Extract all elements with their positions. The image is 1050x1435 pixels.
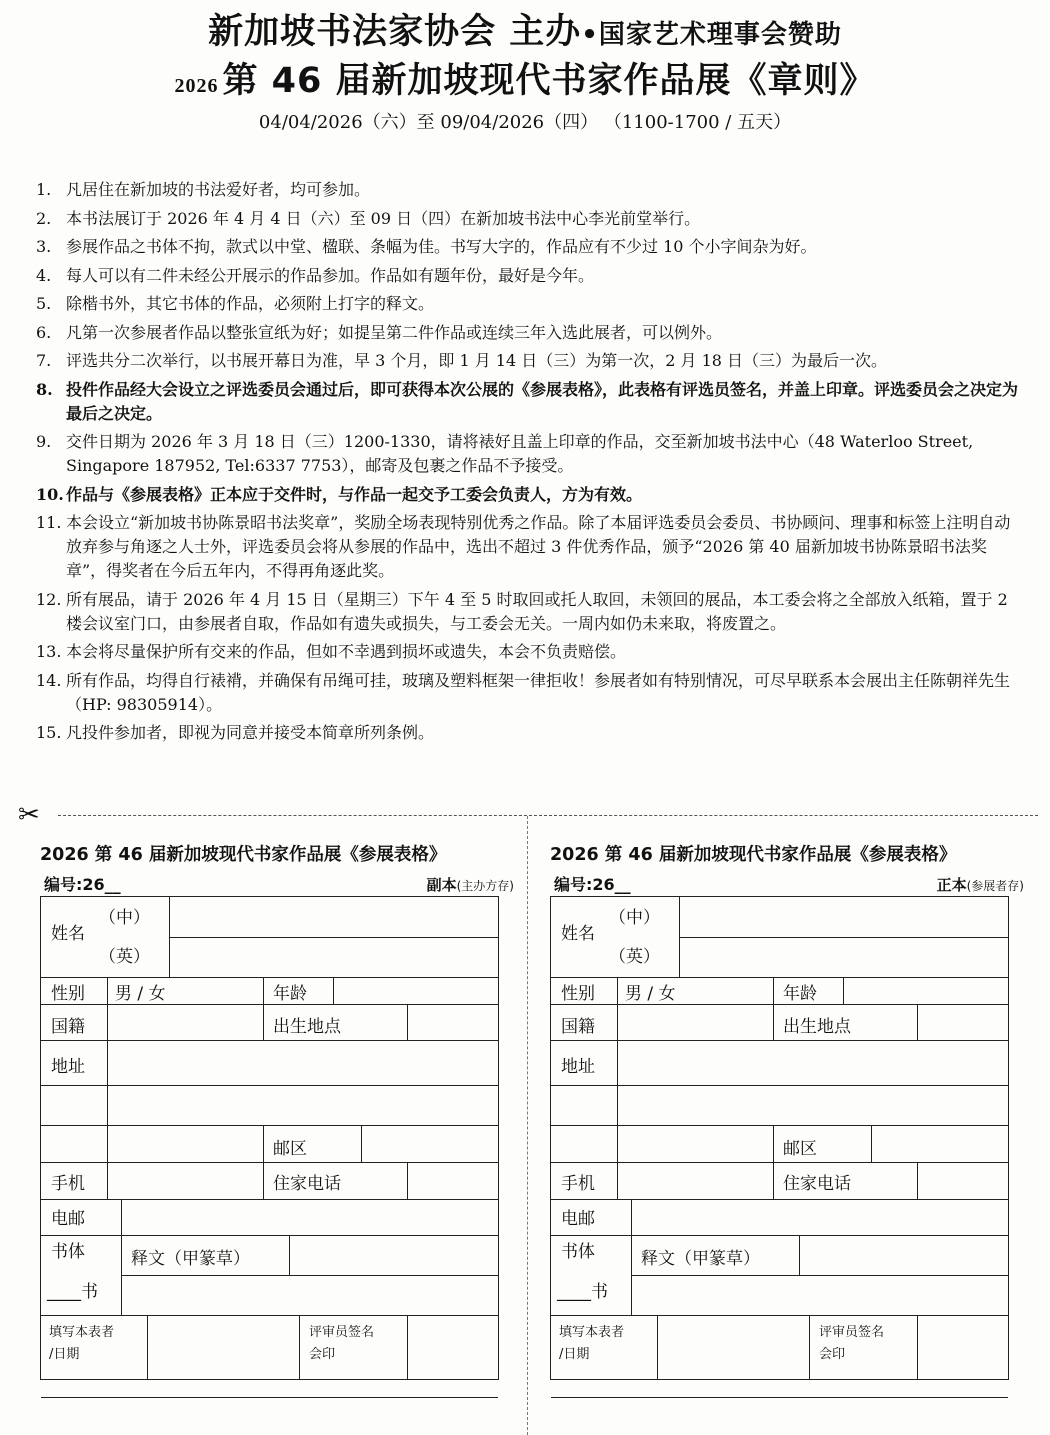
form-table [40,896,499,1380]
label-nationality: 国籍 [561,1017,595,1037]
table-rule [551,1162,1008,1163]
rule-number: 1. [36,180,52,199]
rule-item [36,669,1021,717]
rule-text: 本书法展订于 2026 年 4 月 4 日（六）至 09 日（四）在新加坡书法中心李光前堂举行。 [66,208,701,228]
scissors-icon: ✂ [18,800,40,830]
label-judge: 评审员签名 [309,1325,375,1340]
table-rule [551,1397,1008,1398]
sponsor-text: •国家艺术理事会赞助 [581,20,842,50]
label-script: 书体 [561,1242,595,1262]
rule-item [36,588,1021,636]
copy-note: (主办方存) [456,879,514,893]
rule-number: 3. [36,237,52,256]
rule-item [36,511,1021,583]
table-rule [917,1162,918,1199]
rule-item [36,292,1021,316]
form-title: 2026 第 46 届新加坡现代书家作品展《参展表格》 [550,845,957,865]
table-rule [147,1315,148,1379]
table-rule [299,1315,300,1379]
rule-item [36,349,1021,373]
table-rule [121,1199,122,1235]
table-rule [41,1085,498,1086]
label-en: （英） [99,947,150,967]
rule-number: 4. [36,265,52,285]
label-mobile: 手机 [561,1174,595,1194]
table-rule [809,1315,810,1379]
rule-text: 凡居住在新加坡的书法爱好者，均可参加。 [66,180,371,199]
rule-text: 凡第一次参展者作品以整张宣纸为好；如提呈第二件作品或连续三年入选此展者，可以例外。 [66,322,723,342]
form-number: 编号:26__ [554,875,631,894]
label-birthplace: 出生地点 [273,1017,341,1037]
label-filler: 填写本表者 [559,1325,625,1340]
rule-number: 9. [36,432,52,451]
table-rule [917,1315,918,1379]
form-subheader [550,868,1024,896]
label-birthplace: 出生地点 [783,1017,851,1037]
label-gender: 性别 [51,984,85,1004]
table-rule [631,1199,632,1235]
label-age: 年龄 [273,984,307,1004]
table-rule [107,977,108,1199]
table-rule [121,1275,498,1276]
label-date: /日期 [49,1347,80,1362]
document-header [0,10,1050,136]
rule-text: 本会设立“新加坡书协陈景昭书法奖章”，奖励全场表现特别优秀之作品。除了本届评选委员会委员、书协顾问、理事和标签上注明自动放弃参与角逐之人士外，评选委员会将从参展的作品中，选出不超过 3 件优秀作品，颁予“2026 第 40 届新加坡书协陈景昭书法奖章”，得奖者在今后五年内，不得再角逐此奖。 [66,513,1011,580]
label-age: 年龄 [783,984,817,1004]
entry-form-duplicate [40,842,514,1380]
table-rule [41,1162,498,1163]
rule-item [36,378,1021,426]
rule-item [36,483,1021,507]
rule-text: 本会将尽量保护所有交来的作品，但如不幸遇到损坏或遗失，本会不负责赔偿。 [66,642,627,661]
label-home-phone: 住家电话 [273,1174,341,1194]
table-rule [917,1004,918,1040]
title-year: 2026 [174,75,219,97]
table-rule [41,1235,498,1236]
rule-item [36,178,1021,202]
rule-text: 投件作品经大会设立之评选委员会通过后，即可获得本次公展的《参展表格》，此表格有评选员签名，并盖上印章。评选委员会之决定为最后之决定。 [66,379,1019,423]
label-gender-opts: 男 / 女 [115,984,166,1004]
rule-item [36,235,1021,259]
rule-text: 作品与《参展表格》正本应于交件时，与作品一起交予工委会负责人，方为有效。 [66,484,643,504]
rule-number: 2. [36,208,52,228]
table-rule [631,1235,632,1315]
table-rule [41,1125,498,1126]
title-text: 第 46 届新加坡现代书家作品展《章则》 [222,61,876,101]
table-rule [551,1040,1008,1041]
table-rule [773,1162,774,1199]
table-rule [679,897,680,977]
table-rule [657,1315,658,1379]
label-judge: 评审员签名 [819,1325,885,1340]
table-rule [169,897,170,977]
form-table [550,896,1009,1380]
rule-item [36,721,1021,745]
rule-text: 参展作品之书体不拘，款式以中堂、楹联、条幅为佳。书写大字的，作品应有不少过 10 个小字间杂为好。 [66,237,817,256]
table-rule [551,1004,1008,1005]
table-rule [41,1397,498,1398]
organizer-line [0,10,1050,57]
table-rule [41,1004,498,1005]
table-rule [773,977,774,1004]
rule-text: 除楷书外，其它书体的作品，必须附上打字的释文。 [66,294,435,313]
table-rule [263,1125,264,1162]
label-en: （英） [609,947,660,967]
label-gender-opts: 男 / 女 [625,984,676,1004]
label-home-phone: 住家电话 [783,1174,851,1194]
exhibition-title [0,59,1050,108]
label-script-blank: ____书 [47,1282,98,1302]
copy-label [427,874,514,895]
table-rule [41,1199,498,1200]
rule-text: 所有展品，请于 2026 年 4 月 15 日（星期三）下午 4 至 5 时取回或托人取回，未领回的展品，本工委会将之全部放入纸箱，置于 2 楼会议室门口，由参展者自取，作品如有遗失或损失，与工委会无关。一周内如仍未来取，将废置之。 [66,589,1008,633]
table-rule [263,977,264,1004]
label-cn: （中） [99,908,150,928]
rule-text: 评选共分二次举行，以书展开幕日为准，早 3 个月，即 1 月 14 日（三）为第一次，2 月 18 日（三）为最后一次。 [66,351,888,370]
table-rule [169,937,498,938]
rule-item [36,430,1021,478]
table-rule [263,1162,264,1199]
table-rule [361,1125,362,1162]
table-rule [551,977,1008,978]
copy-type: 副本 [426,876,457,894]
rule-number: 8. [36,379,53,399]
table-rule [263,1004,264,1040]
organizer-text: 新加坡书法家协会 主办 [208,12,582,52]
label-script-blank: ____书 [557,1282,608,1302]
copy-type: 正本 [936,876,967,894]
rule-text: 交件日期为 2026 年 3 月 18 日（三）1200-1330，请将裱好且盖上印章的作品，交至新加坡书法中心（48 Waterloo Street, Singapore 187952, Tel:6337 7753），邮寄及包裹之作品不予接受。 [66,432,974,475]
rule-item [36,321,1021,345]
rule-number: 5. [36,294,52,313]
rules-list [36,178,1021,750]
table-rule [799,1235,800,1275]
table-rule [407,1315,408,1379]
table-rule [551,1235,1008,1236]
label-nationality: 国籍 [51,1017,85,1037]
label-address: 地址 [51,1057,85,1077]
table-rule [41,977,498,978]
label-cn: （中） [609,908,660,928]
label-date: /日期 [559,1347,590,1362]
label-seal: 会印 [819,1347,846,1362]
rule-number: 12. [36,589,62,609]
rule-text: 所有作品，均得自行裱褙，并确保有吊绳可挂，玻璃及塑料框架一律拒收！参展者如有特别情况，可尽早联系本会展出主任陈朝祥先生（HP: 98305914）。 [66,670,1011,714]
label-interpretation: 释文（甲篆草） [641,1249,760,1269]
table-rule [551,1199,1008,1200]
rule-text: 凡投件参加者，即视为同意并接受本简章所列条例。 [66,723,435,742]
label-email: 电邮 [561,1209,595,1229]
table-rule [679,937,1008,938]
entry-form-original [550,842,1024,1380]
label-script: 书体 [51,1242,85,1262]
table-rule [407,1004,408,1040]
rule-text: 每人可以有二件未经公开展示的作品参加。作品如有题年份，最好是今年。 [66,265,595,285]
table-rule [773,1125,774,1162]
rule-item [36,640,1021,664]
form-number: 编号:26__ [44,875,121,894]
table-rule [617,977,618,1199]
table-rule [551,1085,1008,1086]
table-rule [41,1315,498,1316]
rule-number: 13. [36,642,62,661]
label-name: 姓名 [561,924,595,944]
table-rule [631,1275,1008,1276]
table-rule [551,1315,1008,1316]
rule-number: 10. [36,484,64,504]
rule-number: 6. [36,322,52,342]
label-seal: 会印 [309,1347,336,1362]
table-rule [843,977,844,1004]
label-filler: 填写本表者 [49,1325,115,1340]
table-rule [407,1162,408,1199]
rule-number: 7. [36,351,52,370]
table-rule [333,977,334,1004]
table-rule [551,1125,1008,1126]
label-interpretation: 释文（甲篆草） [131,1249,250,1269]
table-rule [871,1125,872,1162]
copy-note: (参展者存) [966,879,1024,893]
rule-number: 14. [36,670,62,690]
cut-line-vertical [527,816,528,1435]
form-subheader [40,868,514,896]
rule-number: 11. [36,513,62,532]
table-rule [121,1235,122,1315]
rule-item [36,207,1021,231]
label-gender: 性别 [561,984,595,1004]
label-mobile: 手机 [51,1174,85,1194]
label-address: 地址 [561,1057,595,1077]
form-title: 2026 第 46 届新加坡现代书家作品展《参展表格》 [40,845,447,865]
label-email: 电邮 [51,1209,85,1229]
cut-line [58,815,1038,816]
table-rule [289,1235,290,1275]
label-postal: 邮区 [783,1139,817,1159]
table-rule [773,1004,774,1040]
copy-label [937,874,1024,895]
label-name: 姓名 [51,924,85,944]
rule-item [36,264,1021,288]
exhibition-dates: 04/04/2026（六）至 09/04/2026（四） （1100-1700 / 五天） [258,112,792,133]
rule-number: 15. [36,723,62,742]
table-rule [41,1040,498,1041]
label-postal: 邮区 [273,1139,307,1159]
